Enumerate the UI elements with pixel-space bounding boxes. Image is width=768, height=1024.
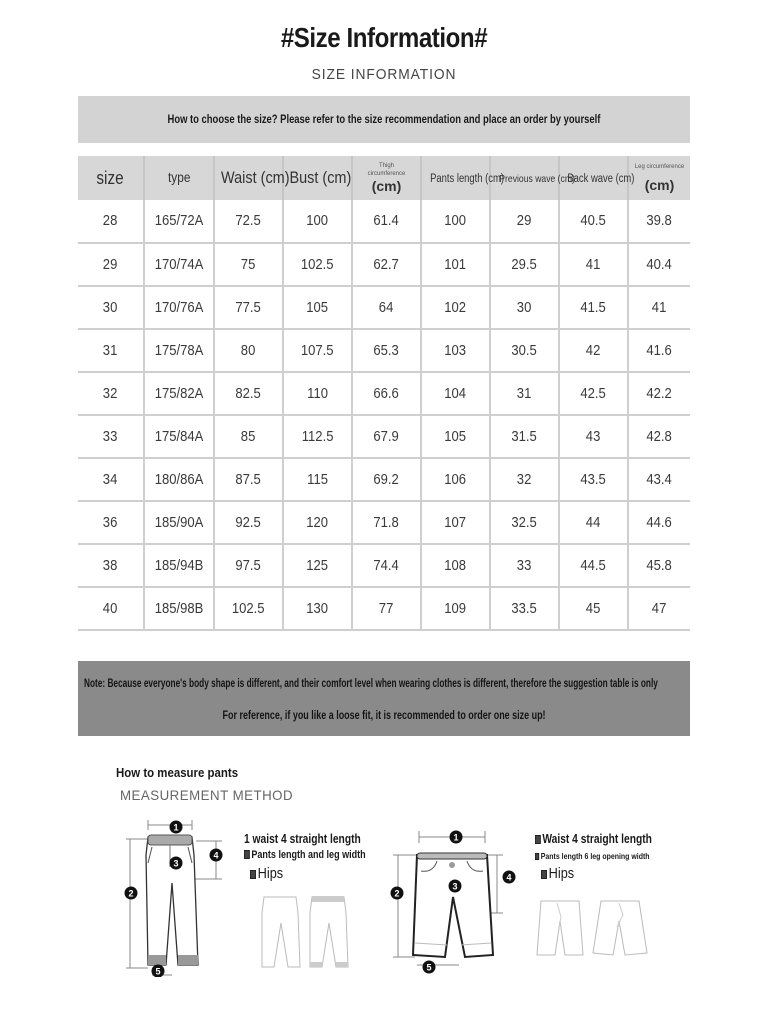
cell-size: 32 [78,372,144,415]
shorts-legend-line-1: Waist 4 straight length [535,832,652,846]
cell-leg: 41.6 [628,329,690,372]
cell-waist: 80 [214,329,283,372]
cell-back-wave: 43 [559,415,628,458]
cell-leg: 44.6 [628,501,690,544]
shorts-thumbnails-icon [535,897,655,959]
svg-text:5: 5 [426,962,432,973]
size-guide-text: How to choose the size? Please refer to the size recommendation and place an order by yourself [167,113,601,126]
cell-thigh: 77 [352,587,421,630]
cell-waist: 92.5 [214,501,283,544]
cell-back-wave: 44 [559,501,628,544]
cell-pants-length: 108 [421,544,490,587]
cell-previous-wave: 30.5 [490,329,559,372]
cell-pants-length: 104 [421,372,490,415]
table-row [78,200,690,243]
size-table [78,156,690,631]
cell-leg: 43.4 [628,458,690,501]
cell-pants-length: 109 [421,587,490,630]
svg-text:1: 1 [453,832,459,843]
cell-type: 165/72A [144,200,214,243]
cell-type: 185/90A [144,501,214,544]
cell-leg: 39.8 [628,200,690,243]
cell-type: 185/98B [144,587,214,630]
cell-thigh: 67.9 [352,415,421,458]
cell-pants-length: 107 [421,501,490,544]
cell-back-wave: 41 [559,243,628,286]
table-row [78,544,690,587]
cell-waist: 87.5 [214,458,283,501]
cell-previous-wave: 31 [490,372,559,415]
cell-leg: 45.8 [628,544,690,587]
cell-type: 175/84A [144,415,214,458]
cell-previous-wave: 32 [490,458,559,501]
size-guide-banner [78,96,690,143]
header-leg: Leg circumference (cm) [628,156,690,200]
cell-thigh: 71.8 [352,501,421,544]
header-type: type [144,156,214,200]
cell-bust: 112.5 [283,415,352,458]
cell-bust: 102.5 [283,243,352,286]
missing-glyph-icon [535,853,539,860]
cell-leg: 47 [628,587,690,630]
note-banner [78,661,690,736]
svg-text:4: 4 [213,850,219,861]
table-header-row [78,156,690,200]
cell-previous-wave: 29 [490,200,559,243]
missing-glyph-icon [244,850,250,859]
cell-leg: 40.4 [628,243,690,286]
cell-pants-length: 106 [421,458,490,501]
shorts-legend [535,832,678,882]
cell-previous-wave: 33.5 [490,587,559,630]
cell-bust: 107.5 [283,329,352,372]
cell-size: 40 [78,587,144,630]
pants-legend-line-1: 1 waist 4 straight length [244,832,361,846]
cell-size: 34 [78,458,144,501]
svg-text:3: 3 [452,881,458,892]
pants-legend-line-2: Pants length and leg width [244,849,366,861]
page-subtitle: SIZE INFORMATION [311,66,457,83]
svg-text:1: 1 [173,822,179,833]
note-line-1: Note: Because everyone's body shape is different, and their comfort level when wearing clothes is different, therefore the suggestion table is only [84,678,658,690]
cell-type: 185/94B [144,544,214,587]
cell-back-wave: 41.5 [559,286,628,329]
page-title: #Size Information# [280,22,488,53]
cell-back-wave: 44.5 [559,544,628,587]
pants-diagram-icon [118,815,248,977]
cell-waist: 97.5 [214,544,283,587]
cell-leg: 42.2 [628,372,690,415]
cell-type: 170/74A [144,243,214,286]
cell-type: 175/78A [144,329,214,372]
cell-waist: 72.5 [214,200,283,243]
header-thigh: Thigh circumference (cm) [352,156,421,200]
cell-pants-length: 100 [421,200,490,243]
measure-title: How to measure pants [116,765,239,780]
cell-type: 175/82A [144,372,214,415]
cell-size: 29 [78,243,144,286]
cell-thigh: 64 [352,286,421,329]
cell-back-wave: 40.5 [559,200,628,243]
cell-waist: 77.5 [214,286,283,329]
cell-waist: 75 [214,243,283,286]
table-row [78,286,690,329]
svg-text:3: 3 [173,858,179,869]
missing-glyph-icon [541,870,547,879]
cell-pants-length: 101 [421,243,490,286]
table-row [78,587,690,630]
cell-previous-wave: 32.5 [490,501,559,544]
cell-waist: 82.5 [214,372,283,415]
cell-size: 38 [78,544,144,587]
svg-text:4: 4 [506,872,512,883]
cell-thigh: 74.4 [352,544,421,587]
table-row [78,372,690,415]
cell-leg: 42.8 [628,415,690,458]
measure-subtitle: MEASUREMENT METHOD [120,787,294,803]
header-previous-wave: Previous wave (cm) [490,156,559,200]
cell-thigh: 69.2 [352,458,421,501]
pants-legend-line-3: Hips [250,865,371,882]
cell-pants-length: 105 [421,415,490,458]
cell-previous-wave: 30 [490,286,559,329]
cell-back-wave: 43.5 [559,458,628,501]
shorts-diagram-icon [385,825,520,975]
shorts-legend-line-3: Hips [541,865,657,882]
cell-bust: 100 [283,200,352,243]
cell-previous-wave: 31.5 [490,415,559,458]
cell-thigh: 65.3 [352,329,421,372]
cell-bust: 115 [283,458,352,501]
cell-back-wave: 45 [559,587,628,630]
cell-back-wave: 42 [559,329,628,372]
cell-thigh: 66.6 [352,372,421,415]
cell-size: 33 [78,415,144,458]
cell-bust: 110 [283,372,352,415]
cell-bust: 130 [283,587,352,630]
cell-pants-length: 103 [421,329,490,372]
pants-thumbnails-icon [258,893,358,973]
cell-size: 28 [78,200,144,243]
svg-text:2: 2 [128,888,134,899]
cell-pants-length: 102 [421,286,490,329]
missing-glyph-icon [250,870,256,879]
missing-glyph-icon [535,835,541,844]
cell-bust: 105 [283,286,352,329]
header-pants-length: Pants length (cm) [421,156,490,200]
header-waist: Waist (cm) [214,156,283,200]
svg-text:2: 2 [394,888,400,899]
table-row [78,329,690,372]
cell-bust: 125 [283,544,352,587]
cell-leg: 41 [628,286,690,329]
cell-size: 36 [78,501,144,544]
cell-waist: 102.5 [214,587,283,630]
cell-back-wave: 42.5 [559,372,628,415]
cell-previous-wave: 29.5 [490,243,559,286]
cell-thigh: 61.4 [352,200,421,243]
cell-size: 30 [78,286,144,329]
header-size: size [78,156,144,200]
table-row [78,501,690,544]
table-row [78,458,690,501]
pants-legend [244,832,392,882]
table-row [78,243,690,286]
header-back-wave: Back wave (cm) [559,156,628,200]
note-line-2: For reference, if you like a loose fit, it is recommended to order one size up! [222,710,546,722]
cell-previous-wave: 33 [490,544,559,587]
cell-bust: 120 [283,501,352,544]
cell-type: 180/86A [144,458,214,501]
shorts-legend-line-2: Pants length 6 leg opening width [535,851,652,861]
cell-type: 170/76A [144,286,214,329]
header-bust: Bust (cm) [283,156,352,200]
table-row [78,415,690,458]
cell-size: 31 [78,329,144,372]
cell-waist: 85 [214,415,283,458]
cell-thigh: 62.7 [352,243,421,286]
svg-text:5: 5 [155,966,161,977]
